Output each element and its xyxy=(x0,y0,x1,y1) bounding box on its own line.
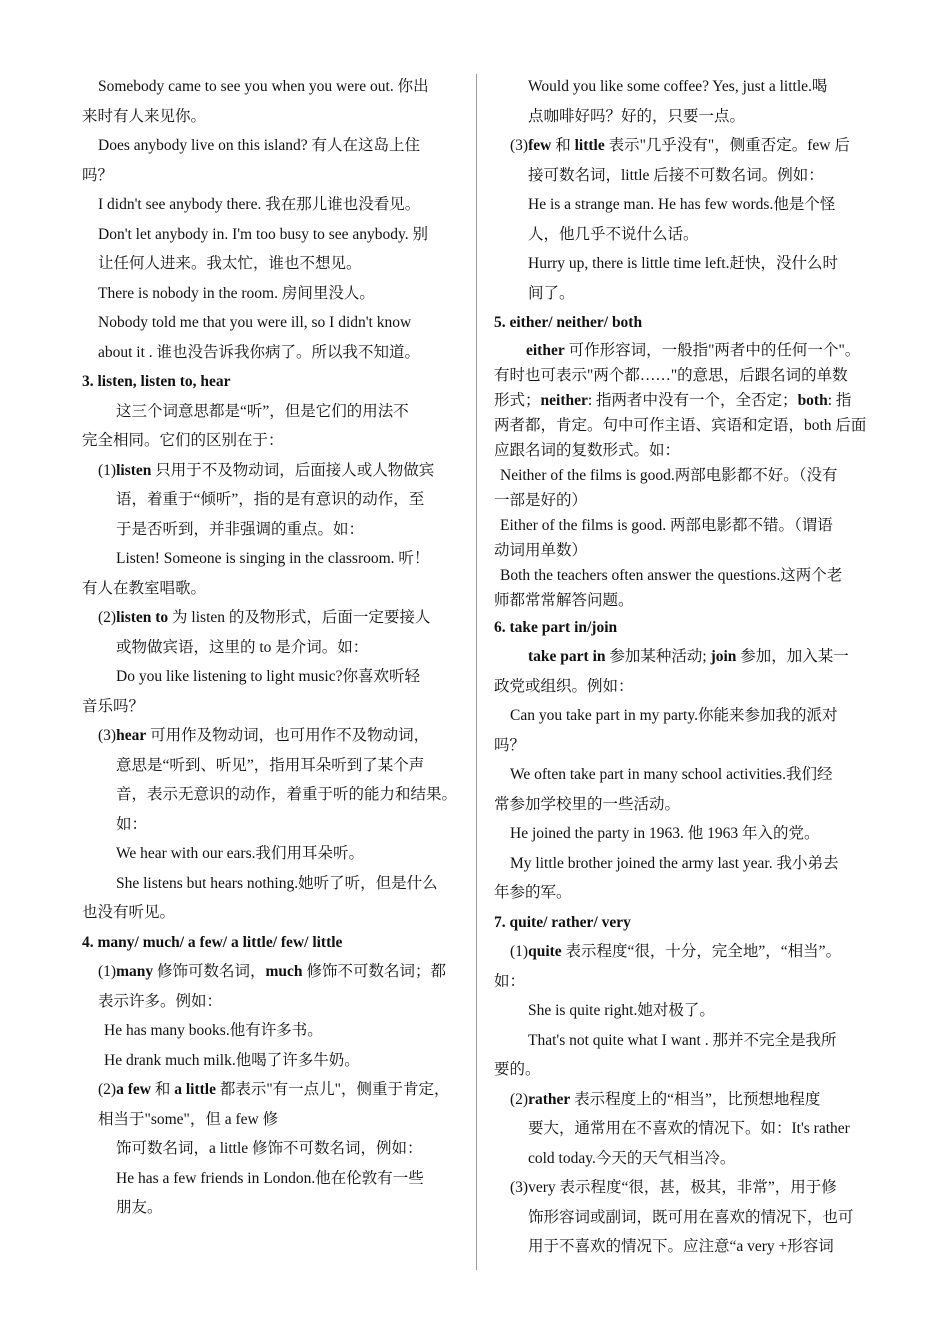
point-text: 和 xyxy=(551,137,575,154)
example-line: 朋友。 xyxy=(116,1199,163,1216)
point-number: (2) xyxy=(98,1081,117,1098)
example-line: Either of the films is good. 两部电影都不错。（谓语 xyxy=(500,516,833,534)
paragraph-line: 饰形容词或副词，既可用在喜欢的情况下，也可 xyxy=(528,1208,854,1226)
paragraph-line: 应跟名词的复数形式。如： xyxy=(494,441,681,459)
example-line: Listen! Someone is singing in the classroom. 听！ xyxy=(116,550,430,567)
point-text: 只用于不及物动词，后面接人或人物做宾 xyxy=(151,461,435,479)
paragraph-line xyxy=(494,338,878,363)
example-line: He has a few friends in London.他在伦敦有一些 xyxy=(116,1169,424,1187)
paragraph-line: 饰可数名词，a little 修饰不可数名词，例如： xyxy=(116,1140,423,1157)
point-number: (3) xyxy=(510,137,529,154)
paragraph-line: 要大，通常用在不喜欢的情况下。如：It's rather xyxy=(528,1120,850,1137)
point-text: 为 listen 的及物形式，后面一定要接人 xyxy=(168,609,431,626)
example-line: Would you like some coffee? Yes, just a little.喝 xyxy=(528,78,828,95)
section-heading-7: 7. quite/ rather/ very xyxy=(494,913,631,931)
example-line: Hurry up, there is little time left.赶快，没什么时 xyxy=(528,255,838,272)
example-line: Do you like listening to light music?你喜欢听轻 xyxy=(116,668,420,685)
section-heading-6: 6. take part in/join xyxy=(494,618,618,636)
point-text: 表示程度“很，十分，完全地”，“相当”。 xyxy=(561,943,842,960)
example-line: That's not quite what I want . 那并不完全是我所 xyxy=(528,1031,837,1049)
point-number: (2) xyxy=(510,1090,529,1108)
example-line: 音乐吗？ xyxy=(82,697,145,715)
example-line: Can you take part in my party.你能来参加我的派对 xyxy=(510,707,838,724)
example-line: She listens but hears nothing.她听了听，但是什么 xyxy=(116,874,438,892)
paragraph-line: 意思是“听到、听见”，指用耳朵听到了某个声 xyxy=(116,756,425,774)
example-line: There is nobody in the room. 房间里没人。 xyxy=(98,284,375,302)
example-line: Somebody came to see you when you were out. 你出 xyxy=(98,78,429,95)
example-line: 间了。 xyxy=(528,284,575,302)
point-few-little xyxy=(494,131,878,161)
example-line: 点咖啡好吗？好的，只要一点。 xyxy=(528,107,746,125)
point-text: 表示"几乎没有"，侧重否定。few 后 xyxy=(604,137,850,154)
example-line: 常参加学校里的一些活动。 xyxy=(494,795,681,813)
keyword: rather xyxy=(528,1090,571,1108)
keyword: little xyxy=(574,137,605,154)
point-text: 可作形容词，一般指"两者中的任何一个"。 xyxy=(564,341,861,359)
section-heading-5: 5. either/ neither/ both xyxy=(494,314,643,331)
point-listen xyxy=(82,456,468,486)
point-text: 参加，加入某一 xyxy=(736,648,849,665)
example-line: 一部是好的） xyxy=(494,491,588,509)
example-line: She is quite right.她对极了。 xyxy=(528,1002,715,1019)
paragraph-line: 表示许多。例如： xyxy=(98,992,223,1010)
paragraph-line: 或物做宾语，这里的 to 是介词。如： xyxy=(116,638,369,656)
point-number: (2) xyxy=(98,609,117,626)
example-line: He joined the party in 1963. 他 1963 年入的党。 xyxy=(510,825,820,842)
point-text: 可用作及物动词，也可用作不及物动词， xyxy=(146,727,430,744)
point-a-few-a-little xyxy=(82,1075,468,1105)
keyword: few xyxy=(528,137,552,154)
paragraph-line: 两者都，肯定。句中可作主语、宾语和定语，both 后面 xyxy=(494,416,867,434)
example-line: Nobody told me that you were ill, so I didn't know xyxy=(98,314,412,331)
example-line: 来时有人来见你。 xyxy=(82,107,207,125)
point-text: 参加某种活动; xyxy=(605,648,711,665)
point-text: 修饰可数名词， xyxy=(153,963,266,980)
paragraph-line: 完全相同。它们的区别在于： xyxy=(82,432,284,449)
example-line: He drank much milk.他喝了许多牛奶。 xyxy=(104,1051,360,1069)
point-number: (1) xyxy=(98,963,117,980)
point-text: 表示程度上的“相当”，比预想地程度 xyxy=(570,1090,821,1108)
keyword: listen to xyxy=(116,609,169,626)
point-text: : 指 xyxy=(827,391,852,409)
keyword: a few xyxy=(116,1081,151,1098)
paragraph-line: 接可数名词，little 后接不可数名词。例如： xyxy=(528,166,824,184)
point-quite xyxy=(494,937,878,967)
paragraph-line: 有时也可表示"两个都……"的意思，后跟名词的单数 xyxy=(494,366,848,384)
keyword: listen xyxy=(116,461,152,479)
example-line: He has many books.他有许多书。 xyxy=(104,1022,323,1039)
keyword: join xyxy=(710,648,737,665)
paragraph-line: 如： xyxy=(494,972,526,990)
example-line: 师都常常解答问题。 xyxy=(494,591,634,609)
paragraph-line: 政党或组织。例如： xyxy=(494,677,634,695)
keyword: either xyxy=(526,341,565,359)
point-number: (3) xyxy=(98,727,117,744)
paragraph-line: 音，表示无意识的动作，着重于听的能力和结果。 xyxy=(116,786,458,803)
example-line: 要的。 xyxy=(494,1061,541,1078)
example-line: I didn't see anybody there. 我在那儿谁也没看见。 xyxy=(98,196,421,213)
example-line: Don't let anybody in. I'm too busy to see anybody. 别 xyxy=(98,225,429,243)
example-line: Does anybody live on this island? 有人在这岛上住 xyxy=(98,137,421,154)
point-text: 和 xyxy=(150,1081,175,1098)
point-many-much xyxy=(82,957,468,987)
point-text: : 指两者中没有一个，全否定； xyxy=(587,391,798,409)
point-hear xyxy=(82,721,468,751)
keyword: many xyxy=(116,963,154,980)
paragraph-line xyxy=(494,642,878,672)
example-line: 年参的军。 xyxy=(494,884,572,901)
example-line: 动词用单数） xyxy=(494,541,588,559)
keyword: neither xyxy=(540,391,588,409)
keyword: take part in xyxy=(528,648,606,665)
keyword: hear xyxy=(116,727,147,744)
keyword: quite xyxy=(528,943,562,960)
example-line: We often take part in many school activities.我们经 xyxy=(510,766,833,783)
example-line: 也没有听见。 xyxy=(82,904,176,921)
paragraph-line: 用于不喜欢的情况下。应注意“a very +形容词 xyxy=(528,1238,834,1255)
point-rather xyxy=(494,1085,878,1115)
example-line: My little brother joined the army last year. 我小弟去 xyxy=(510,854,839,872)
point-very: (3)very 表示程度“很，甚，极其，非常”，用于修 xyxy=(510,1179,837,1196)
point-number: (1) xyxy=(98,461,117,479)
example-line: 让任何人进来。我太忙，谁也不想见。 xyxy=(98,255,362,272)
example-line: about it . 谁也没告诉我你病了。所以我不知道。 xyxy=(98,343,421,361)
example-line: We hear with our ears.我们用耳朵听。 xyxy=(116,845,364,862)
example-line: 有人在教室唱歌。 xyxy=(82,579,207,597)
keyword: much xyxy=(265,963,303,980)
example-line: 人，他几乎不说什么话。 xyxy=(528,225,699,243)
point-text: 都表示"有一点儿"，侧重于肯定， xyxy=(215,1081,450,1098)
point-text: 形式； xyxy=(494,391,541,409)
keyword: a little xyxy=(174,1081,216,1098)
paragraph-line: 这三个词意思都是“听”，但是它们的用法不 xyxy=(116,402,409,420)
paragraph-line: cold today.今天的天气相当冷。 xyxy=(528,1149,736,1167)
example-line: Neither of the films is good.两部电影都不好。（没有 xyxy=(500,466,838,484)
left-column xyxy=(82,72,468,1223)
paragraph-line: 如： xyxy=(116,815,148,833)
either-neither-both-paragraph xyxy=(494,338,878,613)
example-line: 吗？ xyxy=(82,166,114,184)
paragraph-line: 于是否听到，并非强调的重点。如： xyxy=(116,520,365,538)
example-line: He is a strange man. He has few words.他是个怪 xyxy=(528,196,836,213)
section-heading-4: 4. many/ much/ a few/ a little/ few/ little xyxy=(82,933,343,951)
point-text: 修饰不可数名词；都 xyxy=(302,963,446,980)
paragraph-line: 相当于"some"，但 a few 修 xyxy=(98,1110,279,1128)
example-line: 吗？ xyxy=(494,736,526,754)
section-heading-3: 3. listen, listen to, hear xyxy=(82,373,231,390)
point-number: (1) xyxy=(510,943,529,960)
keyword: both xyxy=(797,391,828,409)
paragraph-line: 语，着重于“倾听”，指的是有意识的动作，至 xyxy=(116,491,425,508)
column-divider xyxy=(476,74,477,1270)
paragraph-line xyxy=(494,388,878,413)
right-column xyxy=(494,72,878,1262)
point-listen-to xyxy=(82,603,468,633)
example-line: Both the teachers often answer the questions.这两个老 xyxy=(500,566,843,584)
